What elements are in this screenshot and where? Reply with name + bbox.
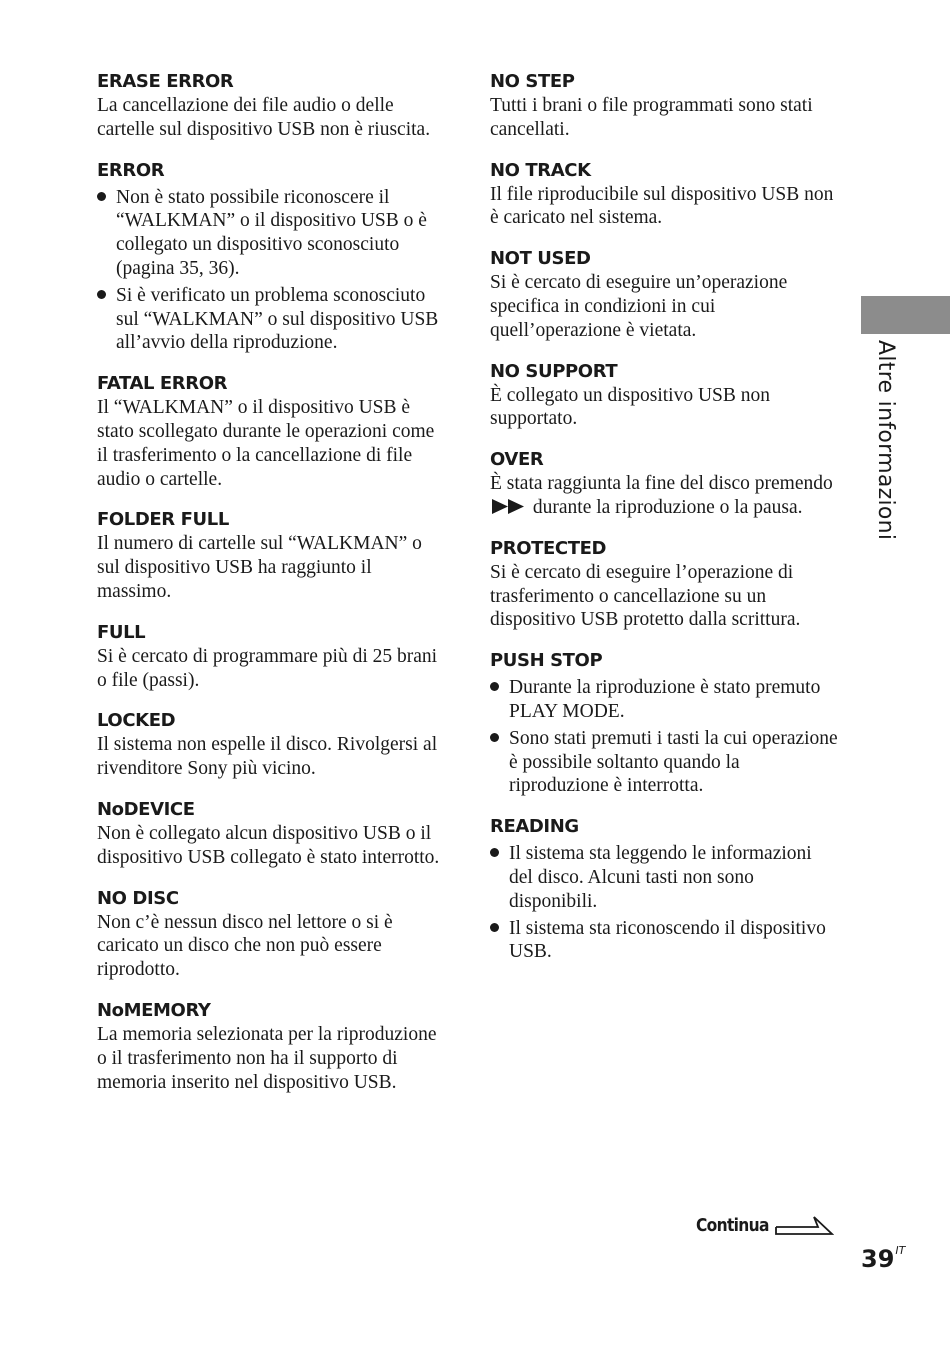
bullet-item bbox=[490, 727, 840, 798]
fast-forward-icon bbox=[492, 499, 526, 514]
message-entry bbox=[97, 159, 447, 356]
bullet-text: Il sistema sta leggendo le informazioni del disco. Alcuni tasti non sono disponibili. bbox=[509, 843, 812, 912]
message-title: ERROR bbox=[97, 159, 165, 181]
message-description: Il numero di cartelle sul “WALKMAN” o sul dispositivo USB ha raggiunto il massimo. bbox=[97, 533, 422, 602]
message-entry bbox=[490, 537, 840, 632]
message-description: Il sistema non espelle il disco. Rivolgersi al rivenditore Sony più vicino. bbox=[97, 734, 438, 780]
bullet-text: Si è verificato un problema sconosciuto sul “WALKMAN” o sul dispositivo USB all’avvio della riproduzione. bbox=[116, 284, 439, 354]
message-entry bbox=[490, 247, 840, 342]
message-title: NO STEP bbox=[490, 71, 575, 92]
message-title: FOLDER FULL bbox=[97, 509, 229, 531]
message-entry bbox=[490, 360, 840, 432]
section-side-label: Altre informazioni bbox=[873, 340, 898, 541]
bullet-item bbox=[97, 186, 447, 281]
message-description: Non c’è nessun disco nel lettore o si è caricato un disco che non può essere riprodotto. bbox=[97, 911, 393, 981]
message-title: ERASE ERROR bbox=[97, 71, 234, 92]
section-tab-marker bbox=[861, 296, 950, 334]
message-entry bbox=[490, 448, 840, 520]
bullet-icon bbox=[490, 923, 499, 932]
message-entry bbox=[490, 70, 840, 142]
bullet-list bbox=[490, 676, 840, 798]
bullet-icon bbox=[490, 733, 499, 742]
message-description: Tutti i brani o file programmati sono stati cancellati. bbox=[490, 95, 813, 140]
bullet-icon bbox=[490, 848, 499, 857]
message-title: PUSH STOP bbox=[490, 650, 603, 672]
message-description: È collegato un dispositivo USB non supportato. bbox=[490, 384, 771, 430]
message-title: OVER bbox=[490, 449, 544, 471]
message-title: NO SUPPORT bbox=[490, 360, 618, 382]
message-description: Non è collegato alcun dispositivo USB o il dispositivo USB collegato è stato interrotto. bbox=[97, 822, 440, 868]
message-entry bbox=[490, 649, 840, 798]
message-description: Si è cercato di eseguire un’operazione specifica in condizioni in cui quell’operazione è vietata. bbox=[490, 272, 788, 341]
description-part: durante la riproduzione o la pausa. bbox=[532, 496, 803, 518]
bullet-text: Il sistema sta riconoscendo il dispositivo USB. bbox=[509, 917, 826, 963]
bullet-list bbox=[97, 186, 447, 356]
bullet-icon bbox=[97, 290, 106, 299]
description-part: È stata raggiunta la fine del disco premendo bbox=[490, 473, 833, 495]
message-title: NOT USED bbox=[490, 248, 591, 270]
continue-arrow-icon bbox=[774, 1214, 834, 1236]
message-description: Si è cercato di programmare più di 25 brani o file (passi). bbox=[97, 645, 438, 691]
message-entry bbox=[97, 887, 447, 982]
message-entry bbox=[97, 372, 447, 491]
message-description: Il “WALKMAN” o il dispositivo USB è stato scollegato durante le operazioni come il trasferimento o la cancellazione di file audio o cartelle. bbox=[97, 397, 435, 490]
continue-indicator bbox=[696, 1214, 834, 1236]
message-description bbox=[490, 472, 840, 520]
message-title: READING bbox=[490, 816, 579, 838]
continue-label: Continua bbox=[696, 1215, 769, 1236]
page-language-suffix: IT bbox=[895, 1244, 906, 1257]
message-description: Si è cercato di eseguire l’operazione di trasferimento o cancellazione su un dispositivo USB protetto dalla scrittura. bbox=[490, 561, 801, 631]
message-description: Il file riproducibile sul dispositivo USB non è caricato nel sistema. bbox=[490, 183, 834, 229]
bullet-icon bbox=[97, 192, 106, 201]
message-title: PROTECTED bbox=[490, 537, 607, 559]
message-entry bbox=[97, 70, 447, 142]
message-entry bbox=[97, 709, 447, 781]
message-title: NoDEVICE bbox=[97, 798, 195, 820]
message-entry bbox=[97, 621, 447, 693]
bullet-text: Non è stato possibile riconoscere il “WALKMAN” o il dispositivo USB o è collegato un dispositivo sconosciuto (pagina 35, 36). bbox=[116, 186, 427, 279]
bullet-text: Sono stati premuti i tasti la cui operazione è possibile soltanto quando la riproduzione è interrotta. bbox=[509, 727, 838, 797]
page-number-value: 39 bbox=[861, 1245, 895, 1273]
bullet-item bbox=[490, 917, 840, 965]
message-entry bbox=[97, 999, 447, 1094]
message-description: La memoria selezionata per la riproduzione o il trasferimento non ha il supporto di memoria inserito nel dispositivo USB. bbox=[97, 1023, 437, 1093]
message-entry bbox=[490, 815, 840, 964]
message-entry bbox=[97, 508, 447, 603]
right-column bbox=[490, 70, 840, 981]
message-entry bbox=[97, 798, 447, 870]
bullet-item bbox=[490, 842, 840, 913]
page-number bbox=[861, 1244, 905, 1273]
bullet-item bbox=[490, 676, 840, 724]
bullet-icon bbox=[490, 682, 499, 691]
message-title: FULL bbox=[97, 621, 146, 643]
message-title: NoMEMORY bbox=[97, 999, 211, 1021]
left-column bbox=[97, 70, 447, 1111]
bullet-item bbox=[97, 284, 447, 355]
message-description: La cancellazione dei file audio o delle cartelle sul dispositivo USB non è riuscita. bbox=[97, 95, 431, 140]
message-title: FATAL ERROR bbox=[97, 373, 228, 395]
bullet-text: Durante la riproduzione è stato premuto PLAY MODE. bbox=[509, 677, 821, 722]
bullet-list bbox=[490, 842, 840, 964]
message-title: NO DISC bbox=[97, 887, 179, 909]
message-title: NO TRACK bbox=[490, 159, 591, 181]
message-title: LOCKED bbox=[97, 710, 176, 732]
message-entry bbox=[490, 159, 840, 231]
